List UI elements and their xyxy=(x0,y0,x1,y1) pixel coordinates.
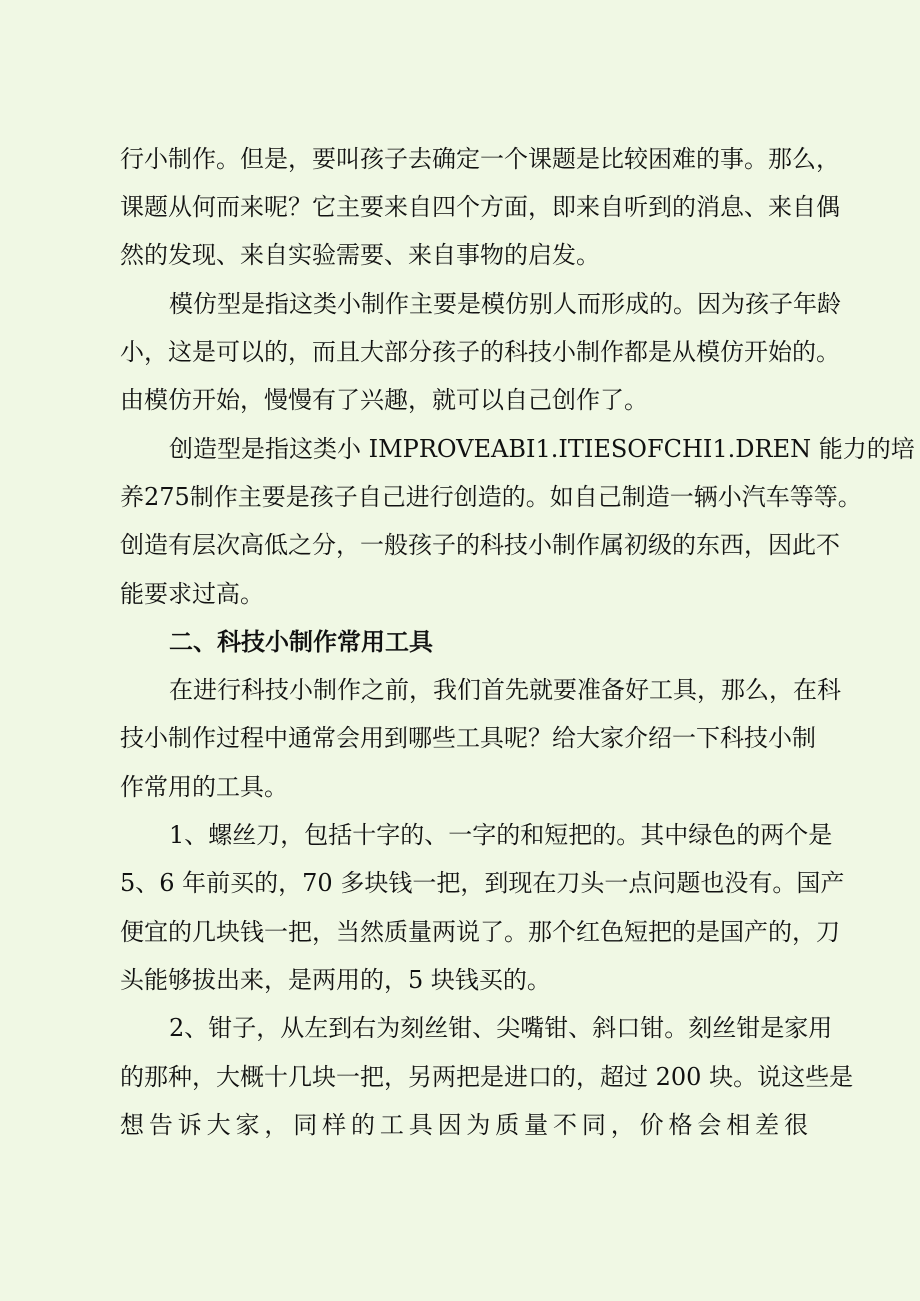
text-line-15: 1、螺丝刀，包括十字的、一字的和短把的。其中绿色的两个是 xyxy=(169,821,833,849)
text-line-14: 作常用的工具。 xyxy=(120,773,288,801)
text-line-8: 养275制作主要是孩子自己进行创造的。如自己制造一辆小汽车等等。 xyxy=(120,483,862,511)
text-line-17: 便宜的几块钱一把，当然质量两说了。那个红色短把的是国产的，刀 xyxy=(120,918,840,946)
text-line-18: 头能够拔出来，是两用的，5 块钱买的。 xyxy=(120,966,551,994)
text-line-9: 创造有层次高低之分，一般孩子的科技小制作属初级的东西，因此不 xyxy=(120,531,840,559)
text-line-1: 行小制作。但是，要叫孩子去确定一个课题是比较困难的事。那么， xyxy=(120,145,840,173)
text-line-19: 2、钳子，从左到右为刻丝钳、尖嘴钳、斜口钳。刻丝钳是家用 xyxy=(169,1014,833,1042)
text-line-4: 模仿型是指这类小制作主要是模仿别人而形成的。因为孩子年龄 xyxy=(169,290,841,318)
text-line-21: 想告诉大家，同样的工具因为质量不同，价格会相差很 xyxy=(120,1111,808,1139)
text-line-5: 小，这是可以的，而且大部分孩子的科技小制作都是从模仿开始的。 xyxy=(120,338,840,366)
text-line-13: 技小制作过程中通常会用到哪些工具呢？给大家介绍一下科技小制 xyxy=(120,724,816,752)
section-heading: 二、科技小制作常用工具 xyxy=(169,628,433,656)
text-line-10: 能要求过高。 xyxy=(120,580,264,608)
text-line-20: 的那种，大概十几块一把，另两把是进口的，超过 200 块。说这些是 xyxy=(120,1063,854,1091)
text-line-7: 创造型是指这类小 IMPROVEABI1.ITIESOFCHI1.DREN 能力的培 xyxy=(169,435,915,463)
text-line-12: 在进行科技小制作之前，我们首先就要准备好工具，那么，在科 xyxy=(169,676,841,704)
text-line-2: 课题从何而来呢？它主要来自四个方面，即来自听到的消息、来自偶 xyxy=(120,193,840,221)
text-line-16: 5、6 年前买的，70 多块钱一把，到现在刀头一点问题也没有。国产 xyxy=(120,869,845,897)
text-line-3: 然的发现、来自实验需要、来自事物的启发。 xyxy=(120,241,600,269)
text-line-6: 由模仿开始，慢慢有了兴趣，就可以自己创作了。 xyxy=(120,386,648,414)
